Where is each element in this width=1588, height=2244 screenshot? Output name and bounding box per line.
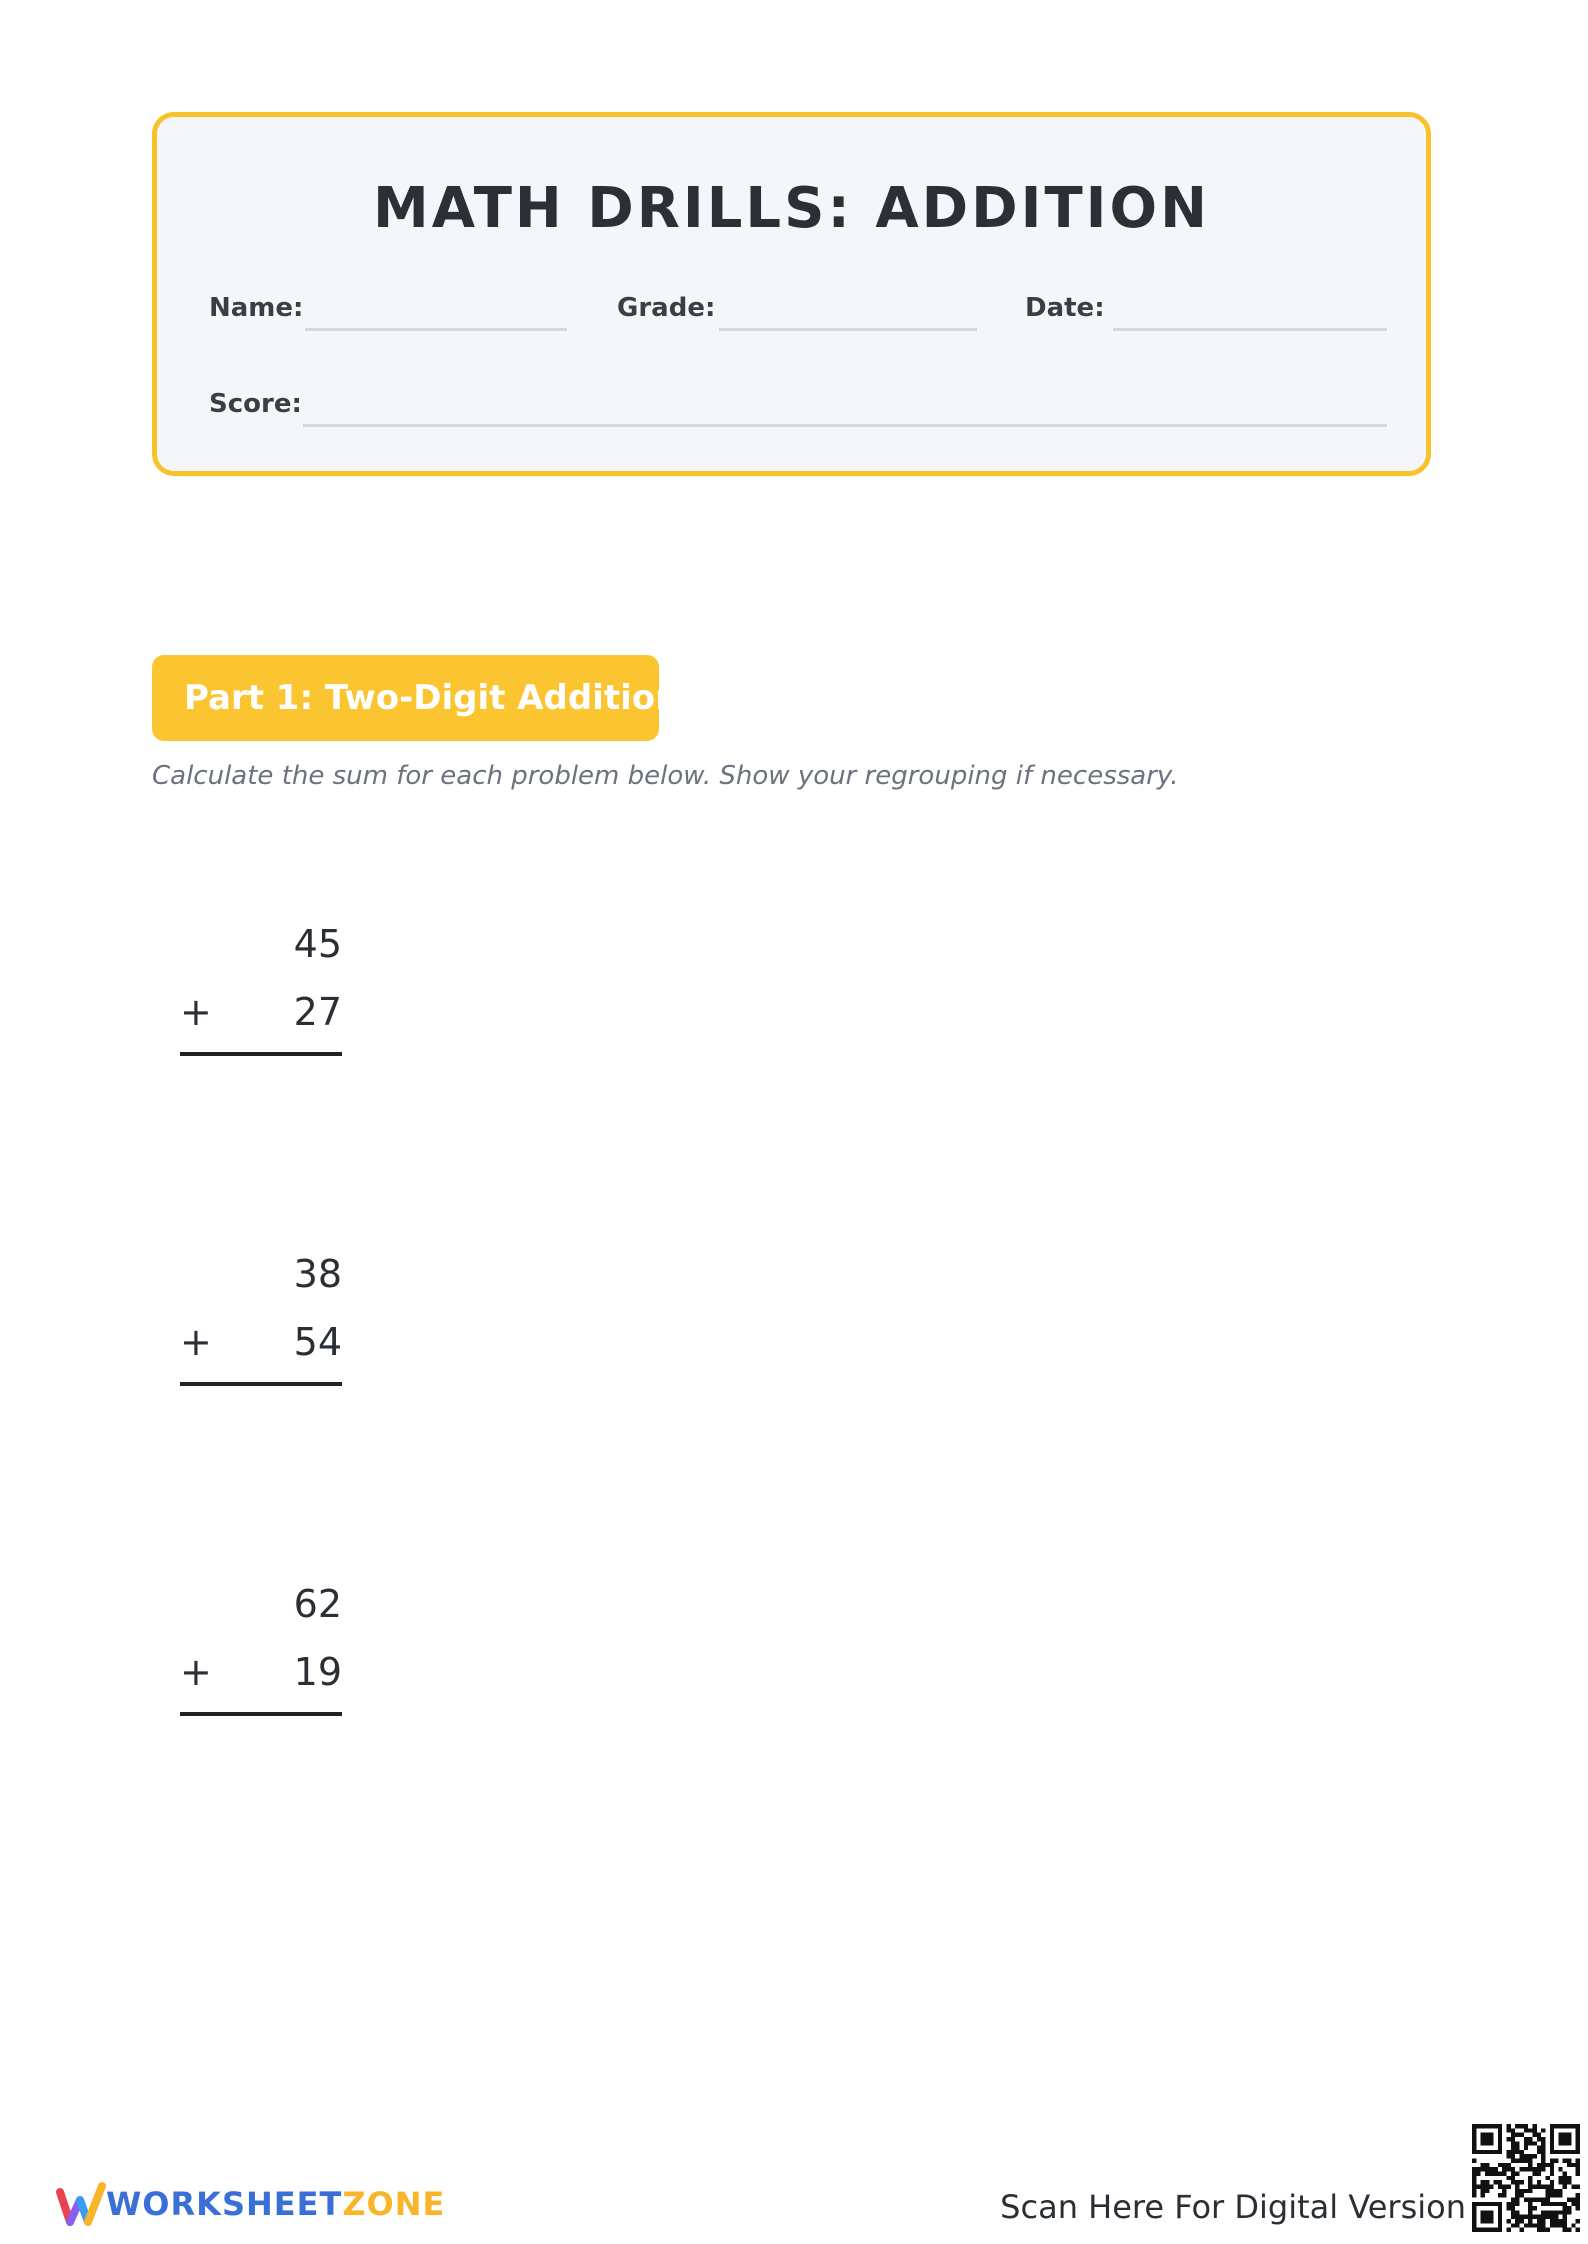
problem-bottom-number: 27	[293, 990, 342, 1034]
answer-line[interactable]	[180, 1382, 342, 1386]
brand-name	[106, 2185, 446, 2223]
answer-line[interactable]	[180, 1712, 342, 1716]
answer-line[interactable]	[180, 1052, 342, 1056]
worksheetzone-logo-icon	[56, 2178, 106, 2228]
worksheet-title: MATH DRILLS: ADDITION	[373, 176, 1210, 241]
section-title: Part 1: Two-Digit Addition	[152, 655, 659, 741]
problem-bottom-number: 54	[293, 1320, 342, 1364]
scan-caption: Scan Here For Digital Version	[1000, 2188, 1466, 2226]
problem-top-number: 38	[293, 1252, 342, 1296]
date-label: Date:	[1025, 293, 1105, 323]
date-field[interactable]	[1113, 328, 1387, 331]
qr-code-icon[interactable]	[1472, 2124, 1580, 2232]
plus-sign: +	[180, 1320, 212, 1364]
header-box	[152, 112, 1431, 476]
problem-bottom-number: 19	[293, 1650, 342, 1694]
score-label: Score:	[209, 389, 302, 419]
addition-problem	[180, 922, 342, 1075]
addition-problem	[180, 1252, 342, 1405]
score-field[interactable]	[303, 424, 1387, 427]
name-label: Name:	[209, 293, 304, 323]
problem-top-number: 62	[293, 1582, 342, 1626]
brand-name-part1: WORKSHEET	[106, 2185, 343, 2223]
section-instructions: Calculate the sum for each problem below. Show your regrouping if necessary.	[152, 761, 1179, 791]
grade-field[interactable]	[719, 328, 977, 331]
grade-label: Grade:	[617, 293, 716, 323]
plus-sign: +	[180, 990, 212, 1034]
plus-sign: +	[180, 1650, 212, 1694]
brand-name-part2: ZONE	[342, 2185, 446, 2223]
addition-problem	[180, 1582, 342, 1735]
name-field[interactable]	[305, 328, 567, 331]
problem-top-number: 45	[293, 922, 342, 966]
